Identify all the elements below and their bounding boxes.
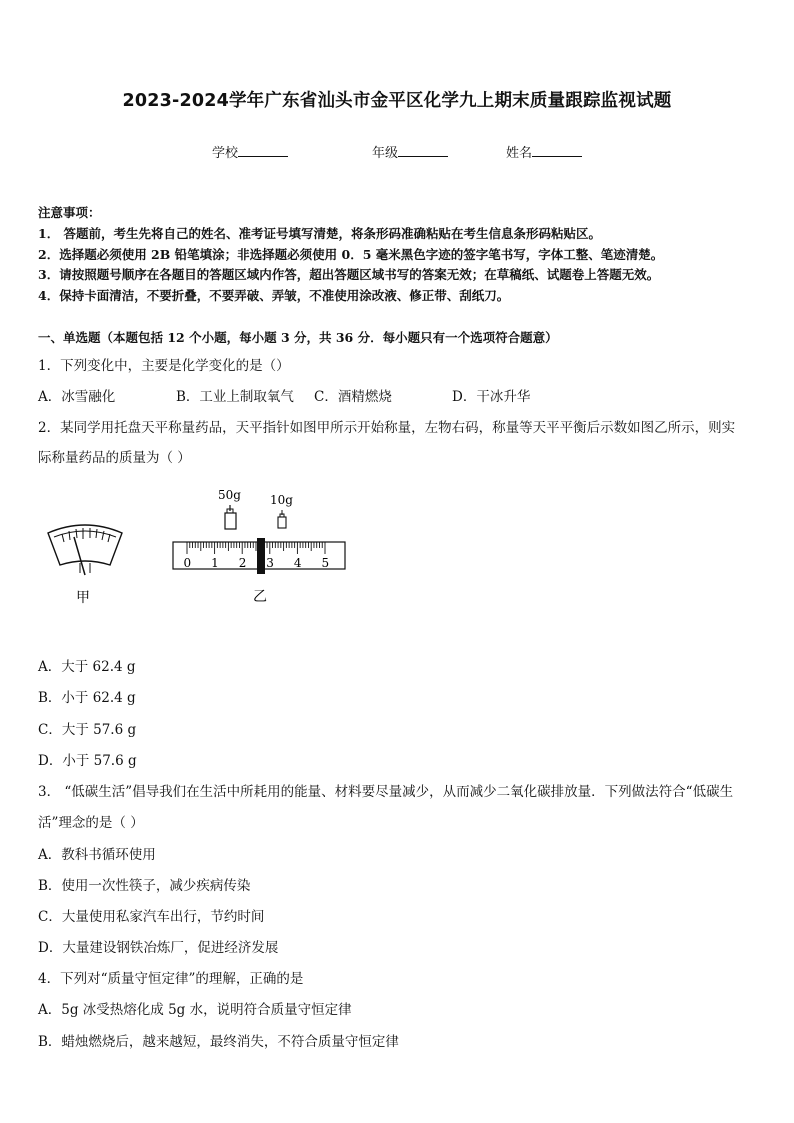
q2-option-d[interactable]: D．小于 57.6 g: [38, 753, 137, 769]
page-title: 2023-2024学年广东省汕头市金平区化学九上期末质量跟踪监视试题: [122, 91, 672, 111]
q3-option-c[interactable]: C．大量使用私家汽车出行，节约时间: [38, 909, 265, 925]
q1-option-d[interactable]: D．干冰升华: [452, 389, 531, 405]
q4-option-a[interactable]: A．5g 冰受热熔化成 5g 水，说明符合质量守恒定律: [38, 1002, 352, 1018]
weight-50g-label: 50g: [218, 488, 241, 502]
q2-option-a[interactable]: A．大于 62.4 g: [38, 659, 136, 675]
ruler-tick-label: 5: [321, 556, 330, 570]
grade-blank[interactable]: [398, 144, 448, 157]
q1-option-c[interactable]: C．酒精燃烧: [314, 389, 392, 405]
school-field[interactable]: [212, 142, 288, 161]
q4-stem: 4．下列对“质量守恒定律”的理解，正确的是: [38, 971, 304, 987]
ruler-tick-label: 0: [183, 556, 192, 570]
q4-option-b[interactable]: B．蜡烛燃烧后，越来越短，最终消失，不符合质量守恒定律: [38, 1034, 399, 1050]
name-label: 姓名: [506, 146, 533, 161]
balance-dial-figure: [40, 515, 130, 610]
weights-ruler-figure: [170, 485, 355, 610]
note-item: 4．保持卡面清洁，不要折叠，不要弄破、弄皱，不准使用涂改液、修正带、刮纸刀。: [38, 288, 510, 303]
weight-10g-icon: [278, 510, 286, 528]
grade-label: 年级: [372, 146, 399, 161]
ruler-tick-label: 3: [266, 556, 274, 570]
section-heading: 一、单选题（本题包括 12 个小题，每小题 3 分，共 36 分．每小题只有一个选项符合题意）: [38, 330, 558, 345]
grade-field[interactable]: [372, 142, 448, 161]
q1-stem: 1．下列变化中，主要是化学变化的是（）: [38, 358, 290, 374]
q3-stem-line1: 3． “低碳生活”倡导我们在生活中所耗用的能量、材料要尽量减少，从而减少二氧化碳排放量．下列做法符合“低碳生: [38, 784, 734, 800]
notes-heading: 注意事项：: [38, 205, 101, 220]
name-field[interactable]: [506, 142, 582, 161]
q2-option-c[interactable]: C．大于 57.6 g: [38, 722, 137, 738]
ruler-tick-label: 1: [211, 556, 219, 570]
q1-option-a[interactable]: A．冰雪融化: [38, 389, 116, 405]
q3-option-b[interactable]: B．使用一次性筷子，减少疾病传染: [38, 878, 251, 894]
figure-label-jia: 甲: [76, 590, 90, 606]
note-item: 3．请按照题号顺序在各题目的答题区域内作答，超出答题区域书写的答案无效；在草稿纸、试题卷上答题无效。: [38, 267, 660, 282]
note-item: 1． 答题前，考生先将自己的姓名、准考证号填写清楚，将条形码准确粘贴在考生信息条形码粘贴区。: [38, 226, 602, 241]
q2-stem-line1: 2．某同学用托盘天平称量药品，天平指针如图甲所示开始称量，左物右码，称量等天平平衡后示数如图乙所示，则实: [38, 420, 736, 436]
q2-stem-line2: 际称量药品的质量为（ ）: [38, 450, 191, 466]
school-label: 学校: [212, 146, 239, 161]
q3-stem-line2: 活”理念的是（ ）: [38, 815, 144, 831]
rider-marker: [257, 538, 265, 574]
figure-label-yi: 乙: [253, 589, 267, 605]
name-blank[interactable]: [532, 144, 582, 157]
weight-10g-label: 10g: [270, 493, 293, 507]
q1-option-b[interactable]: B．工业上制取氧气: [176, 389, 294, 405]
q3-option-a[interactable]: A．教科书循环使用: [38, 847, 156, 863]
weight-50g-icon: [225, 505, 236, 529]
school-blank[interactable]: [238, 144, 288, 157]
ruler-tick-label: 4: [293, 556, 302, 570]
q2-option-b[interactable]: B．小于 62.4 g: [38, 690, 136, 706]
q3-option-d[interactable]: D．大量建设钢铁冶炼厂，促进经济发展: [38, 940, 279, 956]
ruler-tick-label: 2: [238, 556, 247, 570]
note-item: 2．选择题必须使用 2B 铅笔填涂；非选择题必须使用 0．5 毫米黑色字迹的签字笔书写，字体工整、笔迹清楚。: [38, 247, 664, 262]
